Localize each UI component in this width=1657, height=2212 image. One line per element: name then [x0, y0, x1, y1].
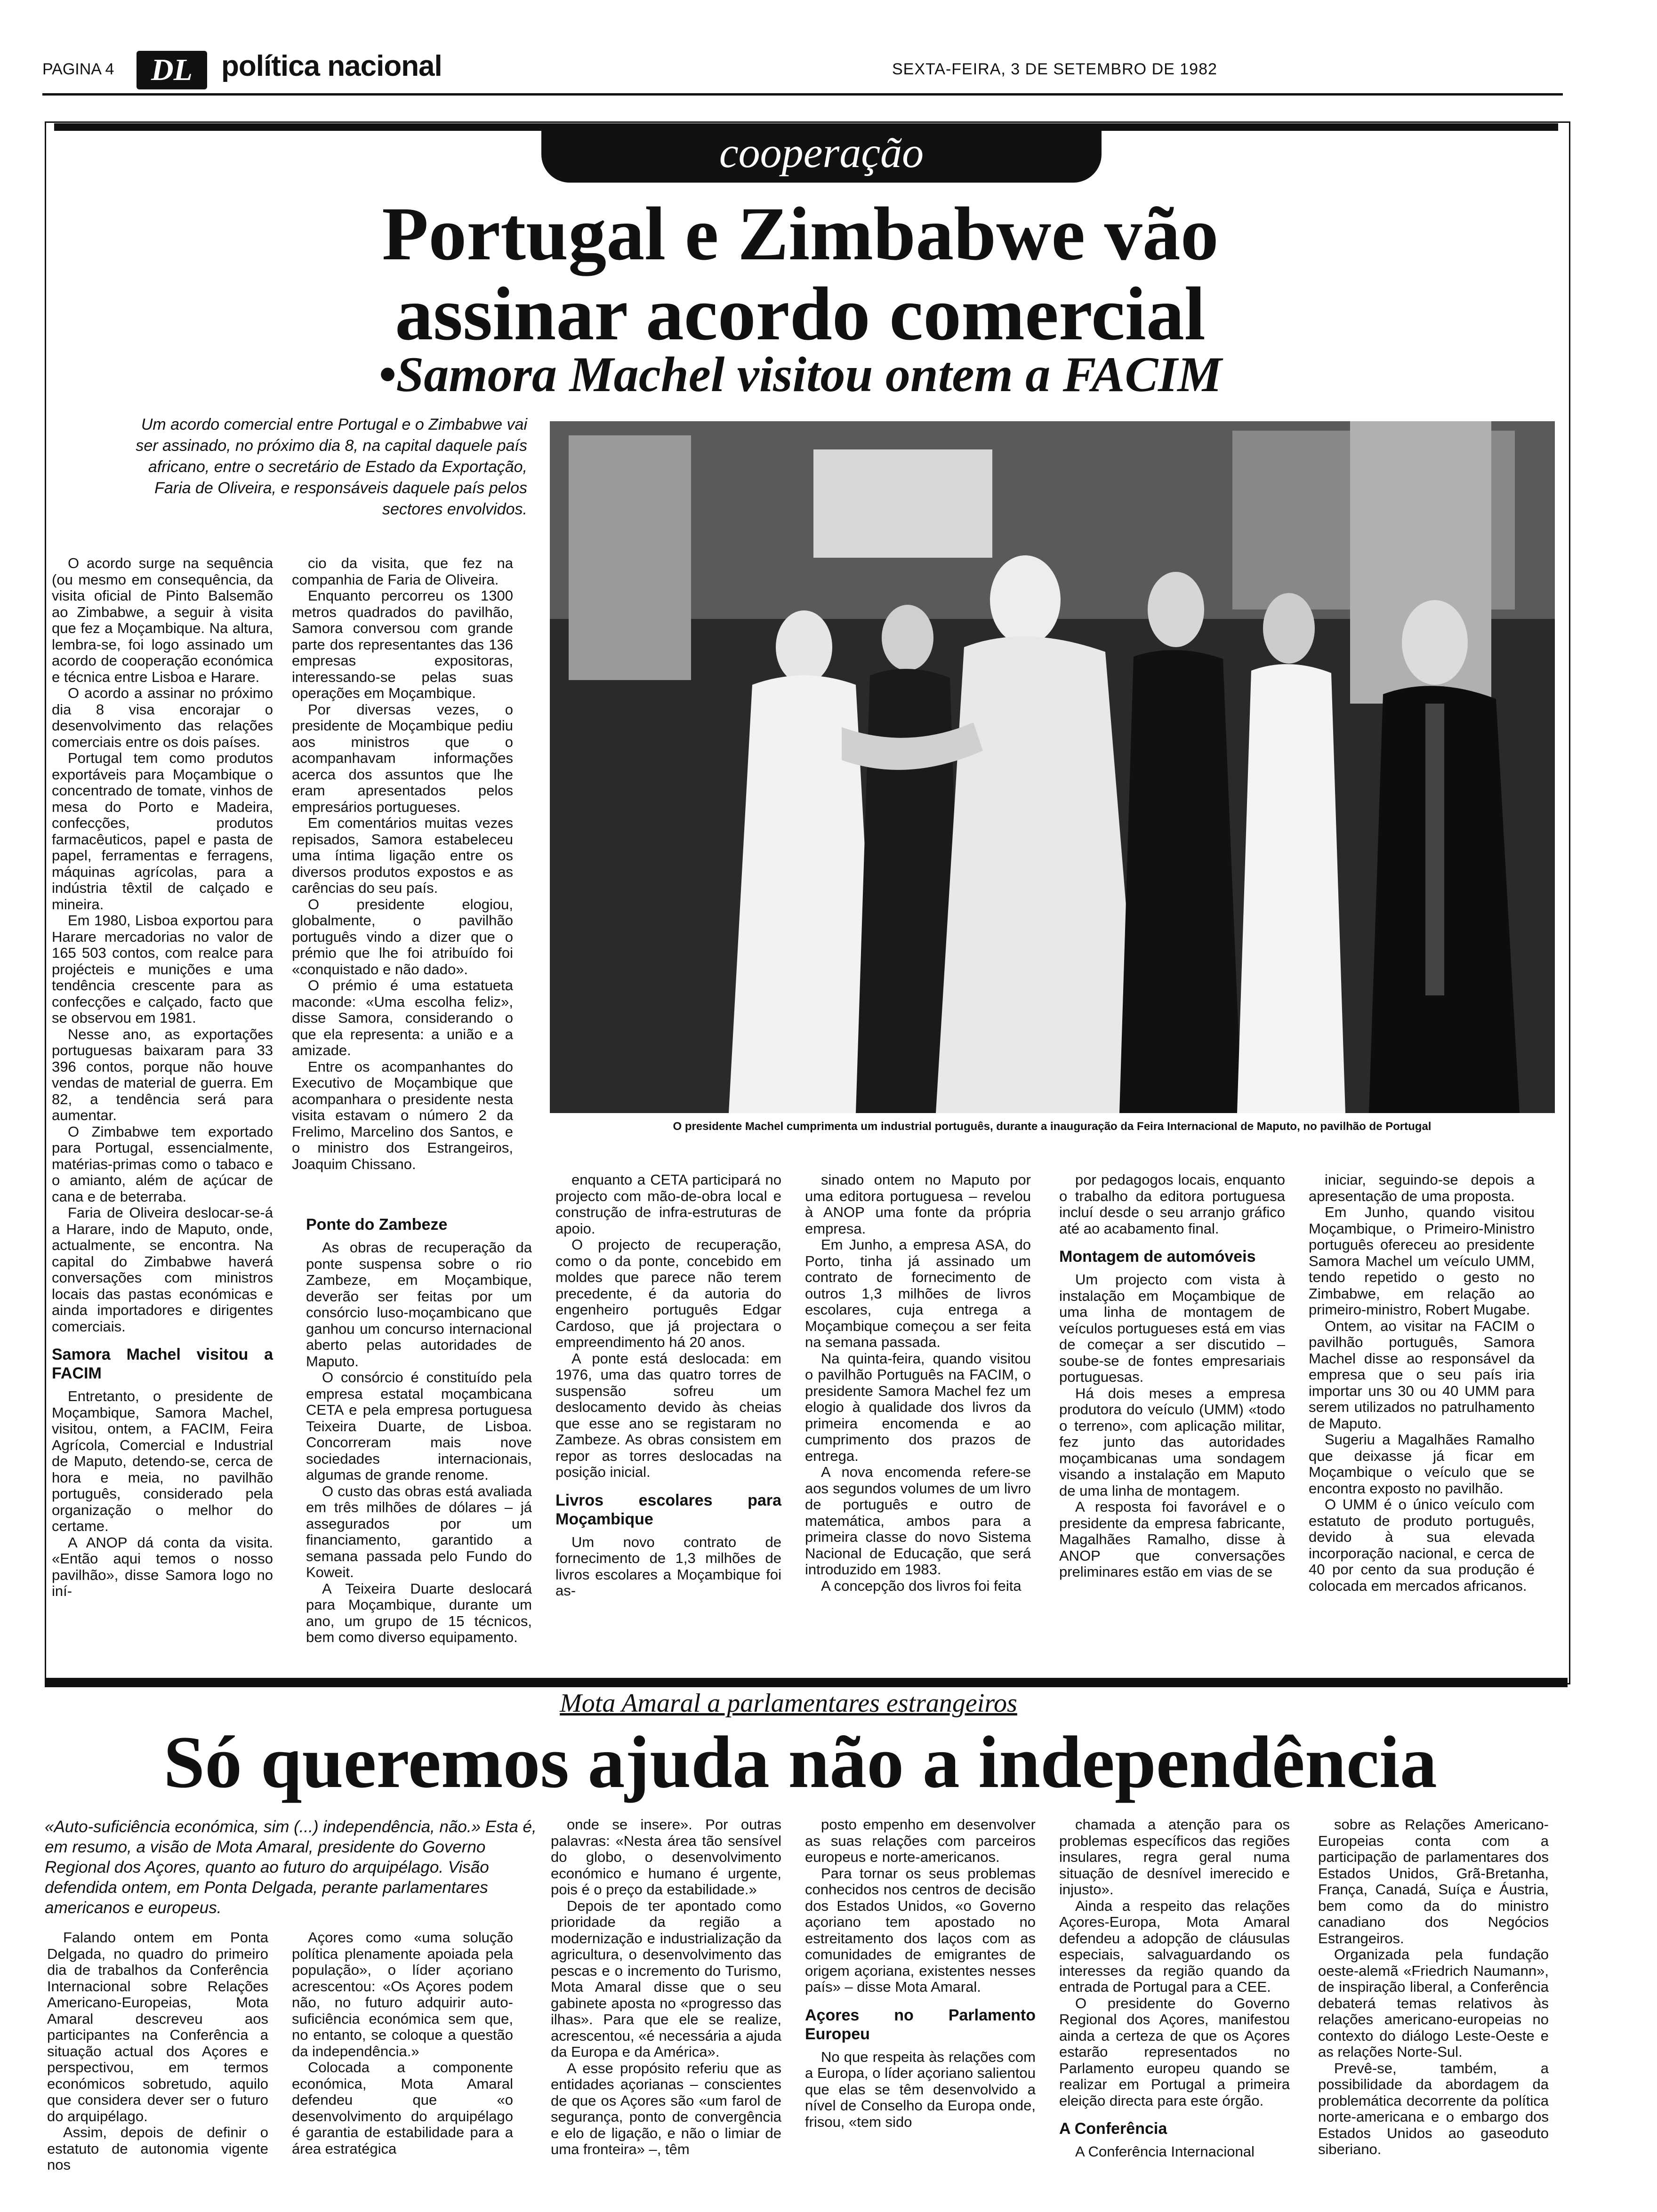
paragraph: enquanto a CETA participará no projecto com mão-de-obra local e construção de infra-estruturas de apoio. [555, 1171, 781, 1237]
newspaper-logo: DL [137, 51, 207, 89]
paragraph: Na quinta-feira, quando visitou o pavilhão Português na FACIM, o presidente Samora Machel fez um elogio à qualidade dos livros da primeira encomenda e ao cumprimento dos prazos de entrega. [805, 1350, 1031, 1464]
paragraph: Em Junho, quando visitou Moçambique, o Primeiro-Ministro português ofereceu ao presidente Samora Machel um veículo UMM, tendo repetido o gesto no Zimbabwe, em relação ao primeiro-ministro, Robert Mugabe. [1309, 1204, 1535, 1318]
paragraph: Por diversas vezes, o presidente de Moçambique pediu aos ministros que o acompanhavam informações acerca dos assuntos que lhe eram apresentados pelos empresários portugueses. [292, 701, 513, 815]
paragraph: Enquanto percorreu os 1300 metros quadrados do pavilhão, Samora conversou com grande parte dos representantes das 136 empresas expositoras, interessando-se pelas suas operações em Moçambique. [292, 587, 513, 701]
paragraph: Há dois meses a empresa produtora do veículo (UMM) «todo o terreno», com aplicação militar, fez junto das autoridades moçambicanas uma sondagem visando a instalação em Maputo de uma linha de montagem. [1059, 1385, 1285, 1499]
paragraph: O prémio é uma estatueta maconde: «Uma escolha feliz», disse Samora, considerando o que ela representa: a união e a amizade. [292, 977, 513, 1058]
paragraph: Sugeriu a Magalhães Ramalho que deixasse já ficar em Moçambique o veículo que se encontra exposto no pavilhão. [1309, 1431, 1535, 1497]
article2-column-4 [805, 1817, 1036, 2130]
headline-line-2: assinar acordo comercial [395, 272, 1206, 356]
article1-column-1 [52, 555, 273, 1600]
paragraph: cio da visita, que fez na companhia de Faria de Oliveira. [292, 555, 513, 588]
paragraph: O presidente elogiou, globalmente, o pavilhão português vindo a dizer que o prémio que lhe foi atribuído foi «conquistado e não dado». [292, 896, 513, 978]
paragraph: iniciar, seguindo-se depois a apresentação de uma proposta. [1309, 1171, 1535, 1204]
paragraph: As obras de recuperação da ponte suspensa sobre o rio Zambeze, em Moçambique, deverão ser feitas por um consórcio luso-moçambicano que ganhou um concurso internacional aberto pelas autoridades de Maputo. [306, 1239, 532, 1370]
paragraph: Entre os acompanhantes do Executivo de Moçambique que acompanhara o presidente nesta visita estavam o número 2 da Frelimo, Marcelino dos Santos, e o ministro dos Estrangeiros, Joaquim Chissano. [292, 1058, 513, 1172]
paragraph: Para tornar os seus problemas conhecidos nos centros de decisão dos Estados Unidos, «o Governo açoriano tem apostado no estreitamento dos laços com as comunidades de emigrantes de origem açoriana, existentes nesses país» – disse Mota Amaral. [805, 1865, 1036, 1995]
paragraph: Açores como «uma solução política plenamente apoiada pela população», o líder açoriano acrescentou: «Os Açores podem não, no futuro adquirir auto-suficiência económica sem que, no entanto, se coloque a questão da independência.» [292, 1929, 513, 2060]
paragraph: chamada a atenção para os problemas específicos das regiões insulares, regra geral numa situação de desnível imerecido e injusto». [1059, 1816, 1290, 1898]
article1-column-3 [555, 1172, 781, 1599]
article2-column-6 [1318, 1817, 1549, 2158]
section-heading: A Conferência [1059, 2120, 1167, 2138]
paragraph: Prevê-se, também, a possibilidade da abordagem da problemática decorrente da política norte-americana e o embargo dos Estados Unidos ao gaseoduto siberiano. [1318, 2060, 1549, 2157]
paragraph: O acordo surge na sequência (ou mesmo em consequência, da visita oficial de Pinto Balsemão ao Zimbabwe, a seguir à visita que fez a Moçambique. Na altura, lembra-se, foi logo assinado um acordo de cooperação económica e técnica entre Lisboa e Harare. [52, 555, 273, 685]
article-kicker: cooperação [541, 126, 1102, 183]
section-title: política nacional [221, 50, 442, 82]
paragraph: posto empenho em desenvolver as suas relações com parceiros europeus e norte-americanos. [805, 1816, 1036, 1865]
paragraph: A Teixeira Duarte deslocará para Moçambique, durante um ano, um grupo de 15 técnicos, bem como diverso equipamento. [306, 1580, 532, 1645]
photo-illustration [550, 421, 1555, 1113]
paragraph: O consórcio é constituído pela empresa estatal moçambicana CETA e pela empresa portuguesa Teixeira Duarte, de Lisboa. Concorreram mais nove sociedades internacionais, algumas de grande renome. [306, 1369, 532, 1483]
article-lead: Um acordo comercial entre Portugal e o Zimbabwe vai ser assinado, no próximo dia 8, na capital daquele país africano, entre o secretário de Estado da Exportação, Faria de Oliveira, e responsáveis daquele país pelos sectores envolvidos. [136, 416, 527, 518]
section-heading: Ponte do Zambeze [306, 1216, 448, 1234]
paragraph: A nova encomenda refere-se aos segundos volumes de um livro de português e outro de matemática, ambos para a primeira classe do novo Sistema Nacional de Educação, que será introduzido em 1983. [805, 1464, 1031, 1578]
article2-column-3 [551, 1817, 781, 2158]
paragraph: Colocada a componente económica, Mota Amaral defendeu que «o desenvolvimento do arquipélago é garantia de estabilidade para a área estratégica [292, 2059, 513, 2157]
paragraph: Em comentários muitas vezes repisados, Samora estabeleceu uma íntima ligação entre os diversos produtos expostos e as carências do seu país. [292, 815, 513, 896]
header-rule [42, 93, 1563, 96]
section-heading: Livros escolares para Moçambique [555, 1491, 781, 1528]
article1-column-2 [292, 555, 513, 1172]
paragraph: O UMM é o único veículo com estatuto de produto português, devido à sua elevada incorporação nacional, e cerca de 40 por cento da sua produção é colocada em mercados africanos. [1309, 1496, 1535, 1594]
paragraph: O projecto de recuperação, como o da ponte, concebido em moldes que parece não terem precedente, é da autoria do engenheiro português Edgar Cardoso, que já projectara o empreendimento há 20 anos. [555, 1236, 781, 1350]
paragraph: A concepção dos livros foi feita [821, 1577, 1022, 1594]
paragraph: A resposta foi favorável e o presidente da empresa fabricante, Magalhães Ramalho, disse à ANOP que conversações preliminares estão em vias de se [1059, 1499, 1285, 1580]
article2-column-2 [292, 1930, 513, 2157]
paragraph: Organizada pela fundação oeste-alemã «Friedrich Naumann», de inspiração liberal, a Conferência debaterá temas relativos às relações americano-europeias no contexto do diálogo Leste-Oeste e as relações Norte-Sul. [1318, 1946, 1549, 2060]
article1-column-zambeze [306, 1205, 532, 1646]
headline-line-1: Portugal e Zimbabwe vão [382, 192, 1219, 276]
issue-date: SEXTA-FEIRA, 3 DE SETEMBRO DE 1982 [892, 60, 1217, 78]
paragraph: Ainda a respeito das relações Açores-Europa, Mota Amaral defendeu a adopção de cláusulas especiais, salvaguardando os interesses da região quando da entrada de Portugal para a CEE. [1059, 1897, 1290, 1995]
paragraph: Assim, depois de definir o estatuto de autonomia vigente nos [47, 2124, 268, 2173]
paragraph: O custo das obras está avaliada em três milhões de dólares – já assegurados por um financiamento, garantido a semana passada pelo Fundo do Koweit. [306, 1483, 532, 1580]
paragraph: Ontem, ao visitar na FACIM o pavilhão português, Samora Machel disse ao responsável da empresa que o seu país iria importar uns 30 ou 40 UMM para serem utilizados no patrulhamento de Maputo. [1309, 1317, 1535, 1432]
paragraph: por pedagogos locais, enquanto o trabalho da editora portuguesa incluí desde o seu arranjo gráfico até ao acabamento final. [1059, 1171, 1285, 1237]
section-heading: Açores no Parlamento Europeu [805, 2006, 1036, 2043]
news-photo [550, 421, 1555, 1113]
article2-column-1 [47, 1930, 268, 2173]
paragraph: O acordo a assinar no próximo dia 8 visa encorajar o desenvolvimento das relações comerciais entre os dois países. [52, 685, 273, 750]
paragraph: Faria de Oliveira deslocar-se-á a Harare, indo de Maputo, onde, actualmente, se encontra. Na capital do Zimbabwe haverá conversações com ministros locais das pastas económicas e ainda importadores e dirigentes comerciais. [52, 1204, 273, 1335]
paragraph: A esse propósito referiu que as entidades açorianas – conscientes de que os Açores são «um farol de segurança, ponto de convergência e elo de ligação, e não o limiar de uma fronteira» –, têm [551, 2060, 781, 2157]
paragraph: O Zimbabwe tem exportado para Portugal, essencialmente, matérias-primas como o tabaco e o amianto, além de açúcar de cana e de beterraba. [52, 1123, 273, 1205]
paragraph: sinado ontem no Maputo por uma editora portuguesa – revelou à ANOP uma fonte da própria empresa. [805, 1171, 1031, 1237]
paragraph: Nesse ano, as exportações portuguesas baixaram para 33 396 contos, porque não houve vendas de material de guerra. Em 82, a tendência será para aumentar. [52, 1026, 273, 1123]
subheadline: •Samora Machel visitou ontem a FACIM [378, 347, 1222, 402]
paragraph: Entretanto, o presidente de Moçambique, Samora Machel, visitou, ontem, a FACIM, Feira Agrícola, Comercial e Industrial de Maputo, detendo-se, cerca de hora e meia, no pavilhão português, considerado pela organização o melhor do certame. [52, 1388, 273, 1534]
paragraph: Falando ontem em Ponta Delgada, no quadro do primeiro dia de trabalhos da Conferência Internacional sobre Relações Americano-Europeias, Mota Amaral descreveu aos participantes na Conferência a situação actual dos Açores e perspectivou, em termos económicos sobretudo, aquilo que considera dever ser o futuro do arquipélago. [47, 1929, 268, 2124]
page-number: PAGINA 4 [42, 60, 114, 78]
paragraph: No que respeita às relações com a Europa, o líder açoriano salientou que elas se têm desenvolvido a nível de Conselho da Europa onde, frisou, «tem sido [805, 2048, 1036, 2130]
paragraph: Portugal tem como produtos exportáveis para Moçambique o concentrado de tomate, vinhos de mesa do Porto e Madeira, confecções, produtos farmacêuticos, papel e pasta de papel, ferramentas e ferragens, máquinas agrícolas, para a indústria têxtil de calçado e mineira. [52, 750, 273, 913]
article2-column-5 [1059, 1817, 1290, 2160]
article2-headline: Só queremos ajuda não a independência [163, 1721, 1437, 1803]
article1-column-6 [1309, 1172, 1535, 1594]
paragraph: Depois de ter apontado como prioridade da região a modernização e industrialização da agricultura, o desenvolvimento das pescas e o incremento do Turismo, Mota Amaral disse que o seu gabinete aposta no «progresso das ilhas». Para que ele se realize, acrescentou, «é necessária a ajuda da Europa e da América». [551, 1897, 781, 2060]
paragraph: sobre as Relações Americano-Europeias conta com a participação de parlamentares dos Estados Unidos, Grã-Bretanha, França, Canadá, Suíça e Áustria, bem como da do ministro canadiano dos Negócios Estrangeiros. [1318, 1816, 1549, 1947]
paragraph: onde se insere». Por outras palavras: «Nesta área tão sensível do globo, o desenvolvimento económico e humano é urgente, pois é o preço da estabilidade.» [551, 1816, 781, 1898]
photo-caption: O presidente Machel cumprimenta um industrial português, durante a inauguração da Feira Internacional de Maputo, no pavilhão de Portugal [673, 1120, 1432, 1133]
paragraph: A ANOP dá conta da visita. «Então aqui temos o nosso pavilhão», disse Samora logo no iní- [52, 1534, 273, 1599]
paragraph: A ponte está deslocada: em 1976, uma das quatro torres de suspensão sofreu um deslocamento devido às cheias que esse ano se registaram no Zambeze. As obras consistem em repor as torres deslocadas na posição inicial. [555, 1350, 781, 1480]
paragraph: Em 1980, Lisboa exportou para Harare mercadorias no valor de 165 503 contos, com realce para projécteis e munições e uma tendência crescente para as confecções e calçado, facto que se observou em 1981. [52, 912, 273, 1026]
section-heading: Montagem de automóveis [1059, 1248, 1256, 1266]
article1-column-5 [1059, 1172, 1285, 1580]
paragraph: Em Junho, a empresa ASA, do Porto, tinha já assinado um contrato de fornecimento de outros 1,3 milhões de livros escolares, cuja entrega a Moçambique começou a ser feita na semana passada. [805, 1236, 1031, 1350]
paragraph: O presidente do Governo Regional dos Açores, manifestou ainda a certeza de que os Açores estarão representados no Parlamento europeu quando se realizar em Portugal a primeira eleição directa para este órgão. [1059, 1995, 1290, 2109]
paragraph: Um novo contrato de fornecimento de 1,3 milhões de livros escolares a Moçambique foi as- [555, 1533, 781, 1599]
article2-lead: «Auto-suficiência económica, sim (...) independência, não.» Esta é, em resumo, a visão de Mota Amaral, presidente do Governo Regional dos Açores, quanto ao futuro do arquipélago. Visão defendida ontem, em Ponta Delgada, perante parlamentares americanos e europeus. [45, 1818, 537, 1917]
article1-column-4 [805, 1172, 1031, 1594]
article2-kicker: Mota Amaral a parlamentares estrangeiros [560, 1689, 1017, 1718]
paragraph: A Conferência Internacional [1075, 2143, 1255, 2160]
article-divider [45, 1678, 1568, 1687]
paragraph: Um projecto com vista à instalação em Moçambique de uma linha de montagem de veículos portugueses está em vias de começar a ser discutido – soube-se de fontes empresariais portuguesas. [1059, 1271, 1285, 1385]
section-heading: Samora Machel visitou a FACIM [52, 1346, 273, 1382]
